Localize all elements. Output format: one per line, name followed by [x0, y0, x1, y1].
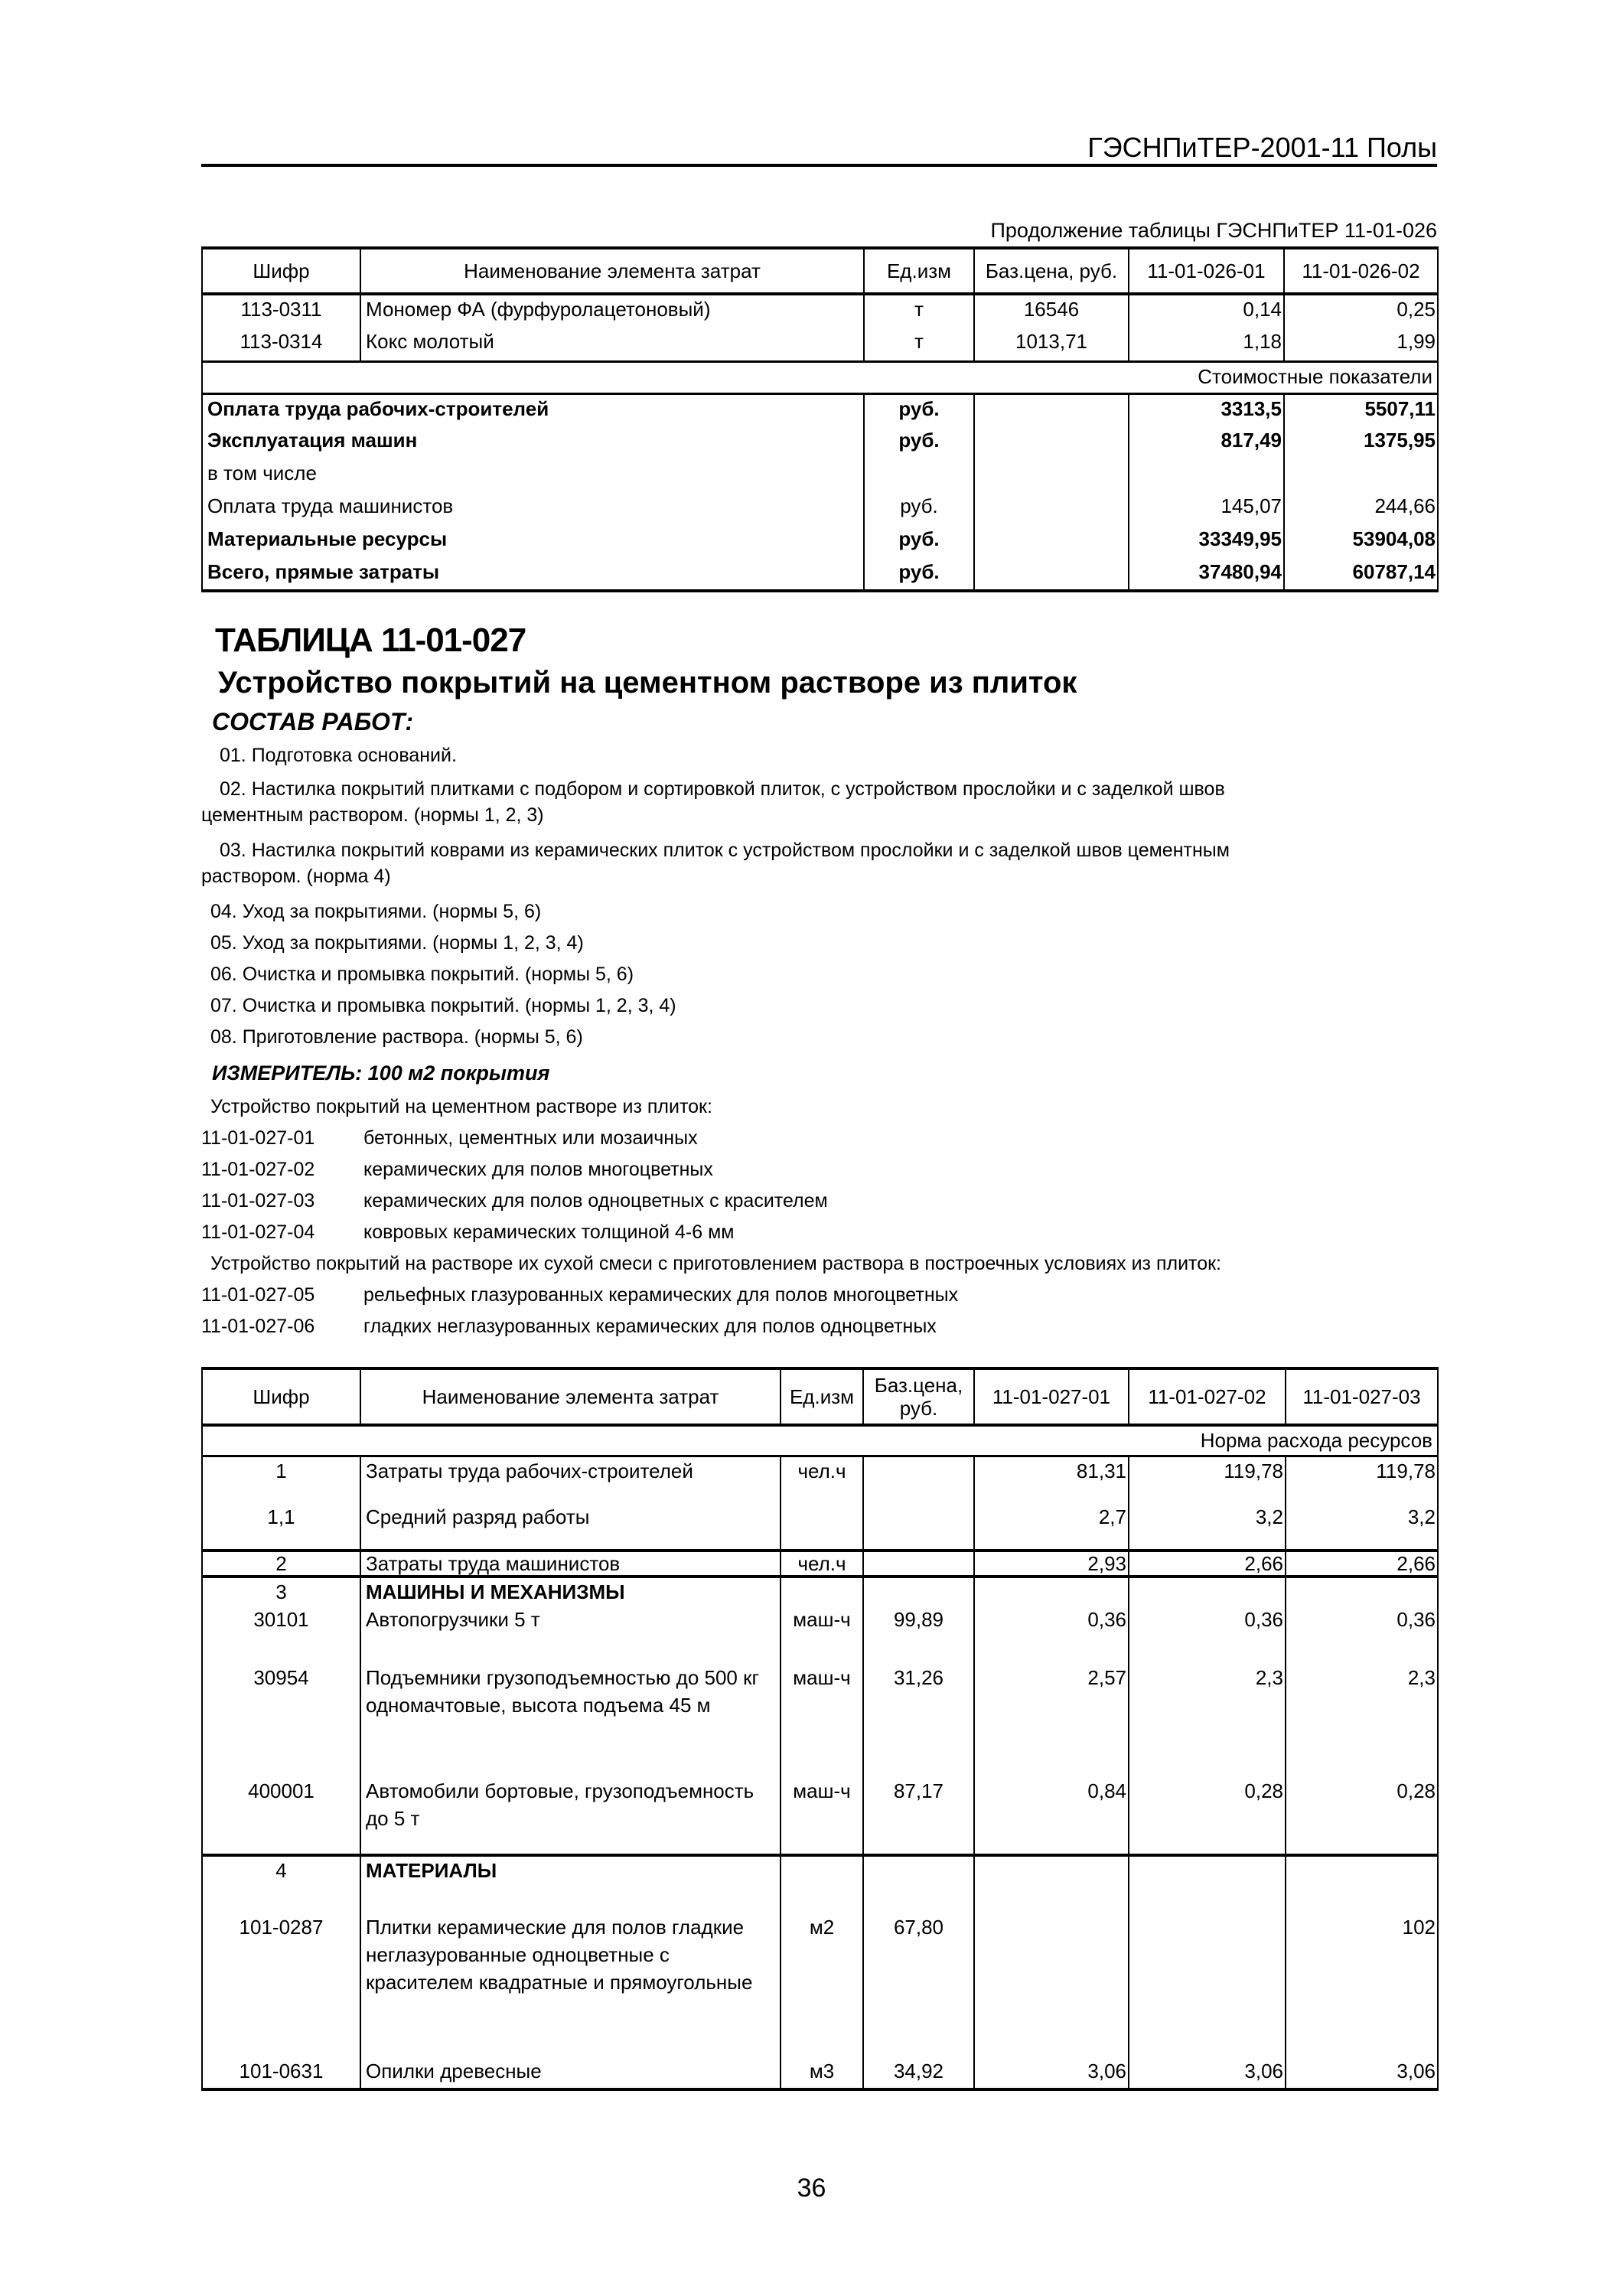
- band-label: Норма расхода ресурсов: [202, 1425, 1438, 1456]
- cell-code: 1,1: [202, 1503, 360, 1551]
- col-header-norm-1: 11-01-027-01: [974, 1368, 1129, 1425]
- col-header-norm-3: 11-01-027-03: [1286, 1368, 1438, 1425]
- work-item: 01. Подготовка оснований.: [220, 745, 457, 766]
- cost-value-1: 817,49: [1129, 426, 1284, 459]
- table-026-header: [202, 248, 1438, 294]
- works-heading: СОСТАВ РАБОТ:: [212, 708, 414, 735]
- norm-code: 11-01-027-02: [201, 1159, 315, 1180]
- cost-price-empty: [974, 525, 1129, 558]
- col-header-name: Наименование элемента затрат: [360, 248, 864, 294]
- cost-value-2: [1284, 459, 1438, 492]
- work-item: 06. Очистка и промывка покрытий. (нормы 5, 6): [210, 964, 634, 985]
- cell-code: 101-0287: [202, 1913, 360, 2057]
- norm-item: [201, 1311, 1437, 1342]
- continuation-caption: Продолжение таблицы ГЭСНПиТЕР 11-01-026: [990, 219, 1437, 242]
- cell-value-2: 2,66: [1129, 1551, 1286, 1577]
- cost-name: Оплата труда машинистов: [202, 492, 864, 525]
- cell-code: 4: [202, 1855, 360, 1913]
- cell-code: 1: [202, 1456, 360, 1503]
- cell-price: 67,80: [863, 1913, 974, 2057]
- norm-desc: керамических для полов одноцветных с красителем: [363, 1190, 828, 1212]
- cost-value-2: 1375,95: [1284, 426, 1438, 459]
- cost-unit: руб.: [864, 525, 974, 558]
- col-header-name: Наименование элемента затрат: [360, 1368, 781, 1425]
- cell-name: Подъемники грузоподъемностью до 500 кг одномачтовые, высота подъема 45 м: [360, 1664, 781, 1777]
- norm-code: 11-01-027-05: [201, 1284, 315, 1306]
- cost-value-1: 3313,5: [1129, 393, 1284, 426]
- cell-value-3: 0,36: [1286, 1606, 1438, 1664]
- table-subtitle: Устройство покрытий на цементном растворе из плиток: [218, 666, 1077, 700]
- cost-unit: [864, 459, 974, 492]
- work-item: 05. Уход за покрытиями. (нормы 1, 2, 3, 4): [210, 932, 584, 954]
- cell-value-1: 81,31: [974, 1456, 1129, 1503]
- col-header-code: Шифр: [202, 248, 360, 294]
- cost-value-1: 145,07: [1129, 492, 1284, 525]
- cost-price-empty: [974, 459, 1129, 492]
- cost-value-1: [1129, 459, 1284, 492]
- cost-value-2: 5507,11: [1284, 393, 1438, 426]
- cost-unit: руб.: [864, 393, 974, 426]
- cost-name: Оплата труда рабочих-строителей: [202, 393, 864, 426]
- col-header-norm-1: 11-01-026-01: [1129, 248, 1284, 294]
- table-row: [202, 1664, 1438, 1777]
- cost-name: Материальные ресурсы: [202, 525, 864, 558]
- work-item: 03. Настилка покрытий коврами из керамических плиток с устройством прослойки и с заделкой швов цементным: [220, 840, 1230, 861]
- cell-unit: маш-ч: [781, 1664, 863, 1777]
- cell-name: МАШИНЫ И МЕХАНИЗМЫ: [360, 1577, 781, 1606]
- table-row: [202, 1777, 1438, 1855]
- norm-item: [201, 1186, 1437, 1217]
- header-rule: [201, 164, 1437, 167]
- cost-value-1: 33349,95: [1129, 525, 1284, 558]
- cell-price: [863, 1551, 974, 1577]
- group2-caption: Устройство покрытий на растворе их сухой смеси с приготовлением раствора в построечных условиях из плиток:: [210, 1253, 1221, 1274]
- table-row: [202, 1606, 1438, 1664]
- cell-value-1: [974, 1855, 1129, 1913]
- cell-name: Автомобили бортовые, грузоподъемность до 5 т: [360, 1777, 781, 1855]
- cell-price: 31,26: [863, 1664, 974, 1777]
- cost-name: в том числе: [202, 459, 864, 492]
- norm-item: [201, 1217, 1437, 1248]
- cost-name: Эксплуатация машин: [202, 426, 864, 459]
- work-item-continued: цементным раствором. (нормы 1, 2, 3): [201, 804, 544, 826]
- group1-caption: Устройство покрытий на цементном растворе из плиток:: [210, 1096, 712, 1117]
- norm-code: 11-01-027-04: [201, 1221, 315, 1243]
- cell-value-2: [1129, 1913, 1286, 2057]
- cell-price: [863, 1855, 974, 1913]
- norm-item: [201, 1280, 1437, 1311]
- cell-value-1: 3,06: [974, 2057, 1129, 2089]
- cell-value-2: 0,25: [1284, 294, 1438, 328]
- cell-value-1: 0,84: [974, 1777, 1129, 1855]
- table-027: [201, 1367, 1439, 2091]
- work-item-continued: раствором. (норма 4): [201, 866, 391, 887]
- cell-name: МАТЕРИАЛЫ: [360, 1855, 781, 1913]
- page-number: 36: [797, 2174, 826, 2203]
- cost-row: [202, 558, 1438, 591]
- norm-desc: гладких неглазурованных керамических для полов одноцветных: [363, 1316, 937, 1337]
- table-title: ТАБЛИЦА 11-01-027: [215, 621, 526, 659]
- cell-value-2: 3,06: [1129, 2057, 1286, 2089]
- cell-unit: т: [864, 294, 974, 328]
- table-row: [202, 1503, 1438, 1551]
- cell-name: Средний разряд работы: [360, 1503, 781, 1551]
- cell-unit: [781, 1503, 863, 1551]
- cell-value-3: [1286, 1855, 1438, 1913]
- col-header-norm-2: 11-01-026-02: [1284, 248, 1438, 294]
- cost-price-empty: [974, 393, 1129, 426]
- cost-row: [202, 426, 1438, 459]
- norm-item: [201, 1123, 1437, 1154]
- cell-value-1: [974, 1577, 1129, 1606]
- cell-code: 2: [202, 1551, 360, 1577]
- cell-value-3: 119,78: [1286, 1456, 1438, 1503]
- cost-price-empty: [974, 492, 1129, 525]
- cell-price: [863, 1577, 974, 1606]
- cell-value-3: 3,2: [1286, 1503, 1438, 1551]
- cost-name: Всего, прямые затраты: [202, 558, 864, 591]
- cell-name: Кокс молотый: [360, 328, 864, 361]
- cell-value-3: 0,28: [1286, 1777, 1438, 1855]
- cell-value-3: 2,66: [1286, 1551, 1438, 1577]
- measure-unit: ИЗМЕРИТЕЛЬ: 100 м2 покрытия: [212, 1062, 550, 1084]
- cell-code: 113-0311: [202, 294, 360, 328]
- works-list: [201, 742, 1437, 1055]
- table-row: [202, 2057, 1438, 2089]
- table-row: [202, 1913, 1438, 2057]
- cell-code: 101-0631: [202, 2057, 360, 2089]
- norm-desc: бетонных, цементных или мозаичных: [363, 1127, 698, 1149]
- cost-value-2: 244,66: [1284, 492, 1438, 525]
- col-header-unit: Ед.изм: [781, 1368, 863, 1425]
- table-row: [202, 294, 1438, 328]
- cell-value-3: 3,06: [1286, 2057, 1438, 2089]
- cell-price: 34,92: [863, 2057, 974, 2089]
- cell-unit: т: [864, 328, 974, 361]
- cost-row: [202, 525, 1438, 558]
- cell-value-2: 119,78: [1129, 1456, 1286, 1503]
- cell-value-2: 0,36: [1129, 1606, 1286, 1664]
- cell-code: 30101: [202, 1606, 360, 1664]
- work-item: 02. Настилка покрытий плитками с подбором и сортировкой плиток, с устройством прослойки и с заделкой швов: [220, 778, 1225, 800]
- cell-name: Автопогрузчики 5 т: [360, 1606, 781, 1664]
- cost-row: [202, 393, 1438, 426]
- cell-value-1: 2,93: [974, 1551, 1129, 1577]
- cell-name: Опилки древесные: [360, 2057, 781, 2089]
- cell-value-2: 1,99: [1284, 328, 1438, 361]
- cell-name: Затраты труда рабочих-строителей: [360, 1456, 781, 1503]
- table-027-header: [202, 1368, 1438, 1425]
- cell-price: [863, 1503, 974, 1551]
- cell-value-2: [1129, 1577, 1286, 1606]
- cell-code: 3: [202, 1577, 360, 1606]
- work-item: 08. Приготовление раствора. (нормы 5, 6): [210, 1026, 583, 1048]
- cost-row: [202, 459, 1438, 492]
- cell-code: 30954: [202, 1664, 360, 1777]
- cell-code: 400001: [202, 1777, 360, 1855]
- cell-value-3: [1286, 1577, 1438, 1606]
- section-row-machines: [202, 1577, 1438, 1606]
- cell-code: 113-0314: [202, 328, 360, 361]
- col-header-price: Баз.цена, руб.: [974, 248, 1129, 294]
- table-row: [202, 1551, 1438, 1577]
- cell-value-3: 102: [1286, 1913, 1438, 2057]
- cell-value-1: 2,7: [974, 1503, 1129, 1551]
- cell-value-1: 0,36: [974, 1606, 1129, 1664]
- cell-value-1: 2,57: [974, 1664, 1129, 1777]
- cell-price: 87,17: [863, 1777, 974, 1855]
- cell-price: 1013,71: [974, 328, 1129, 361]
- cell-unit: [781, 1577, 863, 1606]
- cost-price-empty: [974, 558, 1129, 591]
- table-row: [202, 1456, 1438, 1503]
- cell-value-2: [1129, 1855, 1286, 1913]
- band-resource-norms: [202, 1425, 1438, 1456]
- norm-desc: керамических для полов многоцветных: [363, 1159, 713, 1180]
- norm-code: 11-01-027-03: [201, 1190, 315, 1212]
- col-header-price: Баз.цена, руб.: [863, 1368, 974, 1425]
- cost-value-2: 60787,14: [1284, 558, 1438, 591]
- cell-unit: чел.ч: [781, 1456, 863, 1503]
- work-item: 04. Уход за покрытиями. (нормы 5, 6): [210, 901, 542, 922]
- band-label: Стоимостные показатели: [202, 361, 1438, 393]
- cell-value-1: [974, 1913, 1129, 2057]
- cell-name: Плитки керамические для полов гладкие неглазурованные одноцветные с красителем квадратные и прямоугольные: [360, 1913, 781, 2057]
- norm-code: 11-01-027-06: [201, 1316, 315, 1337]
- cell-unit: м2: [781, 1913, 863, 2057]
- cell-unit: маш-ч: [781, 1606, 863, 1664]
- cell-value-2: 0,28: [1129, 1777, 1286, 1855]
- cell-unit: маш-ч: [781, 1777, 863, 1855]
- cell-name: Мономер ФА (фурфуролацетоновый): [360, 294, 864, 328]
- cell-value-2: 2,3: [1129, 1664, 1286, 1777]
- cell-price: [863, 1456, 974, 1503]
- table-026: [201, 246, 1439, 592]
- norms-list: [201, 1091, 1437, 1342]
- cost-value-2: 53904,08: [1284, 525, 1438, 558]
- table-row: [202, 328, 1438, 361]
- cell-value-1: 1,18: [1129, 328, 1284, 361]
- cost-unit: руб.: [864, 492, 974, 525]
- cell-price: 16546: [974, 294, 1129, 328]
- band-cost-indicators: [202, 361, 1438, 393]
- cell-value-3: 2,3: [1286, 1664, 1438, 1777]
- col-header-unit: Ед.изм: [864, 248, 974, 294]
- work-item: 07. Очистка и промывка покрытий. (нормы 1, 2, 3, 4): [210, 995, 676, 1016]
- running-title: ГЭСНПиТЕР-2001-11 Полы: [1087, 132, 1437, 163]
- cost-unit: руб.: [864, 558, 974, 591]
- col-header-code: Шифр: [202, 1368, 360, 1425]
- norm-item: [201, 1154, 1437, 1186]
- cell-value-2: 3,2: [1129, 1503, 1286, 1551]
- cost-unit: руб.: [864, 426, 974, 459]
- norm-code: 11-01-027-01: [201, 1127, 315, 1149]
- cell-price: 99,89: [863, 1606, 974, 1664]
- cost-value-1: 37480,94: [1129, 558, 1284, 591]
- section-row-materials: [202, 1855, 1438, 1913]
- cell-unit: чел.ч: [781, 1551, 863, 1577]
- cell-unit: м3: [781, 2057, 863, 2089]
- cost-price-empty: [974, 426, 1129, 459]
- cell-unit: [781, 1855, 863, 1913]
- col-header-norm-2: 11-01-027-02: [1129, 1368, 1286, 1425]
- cell-name: Затраты труда машинистов: [360, 1551, 781, 1577]
- norm-desc: ковровых керамических толщиной 4-6 мм: [363, 1221, 735, 1243]
- cell-value-1: 0,14: [1129, 294, 1284, 328]
- cost-row: [202, 492, 1438, 525]
- norm-desc: рельефных глазурованных керамических для полов многоцветных: [363, 1284, 959, 1306]
